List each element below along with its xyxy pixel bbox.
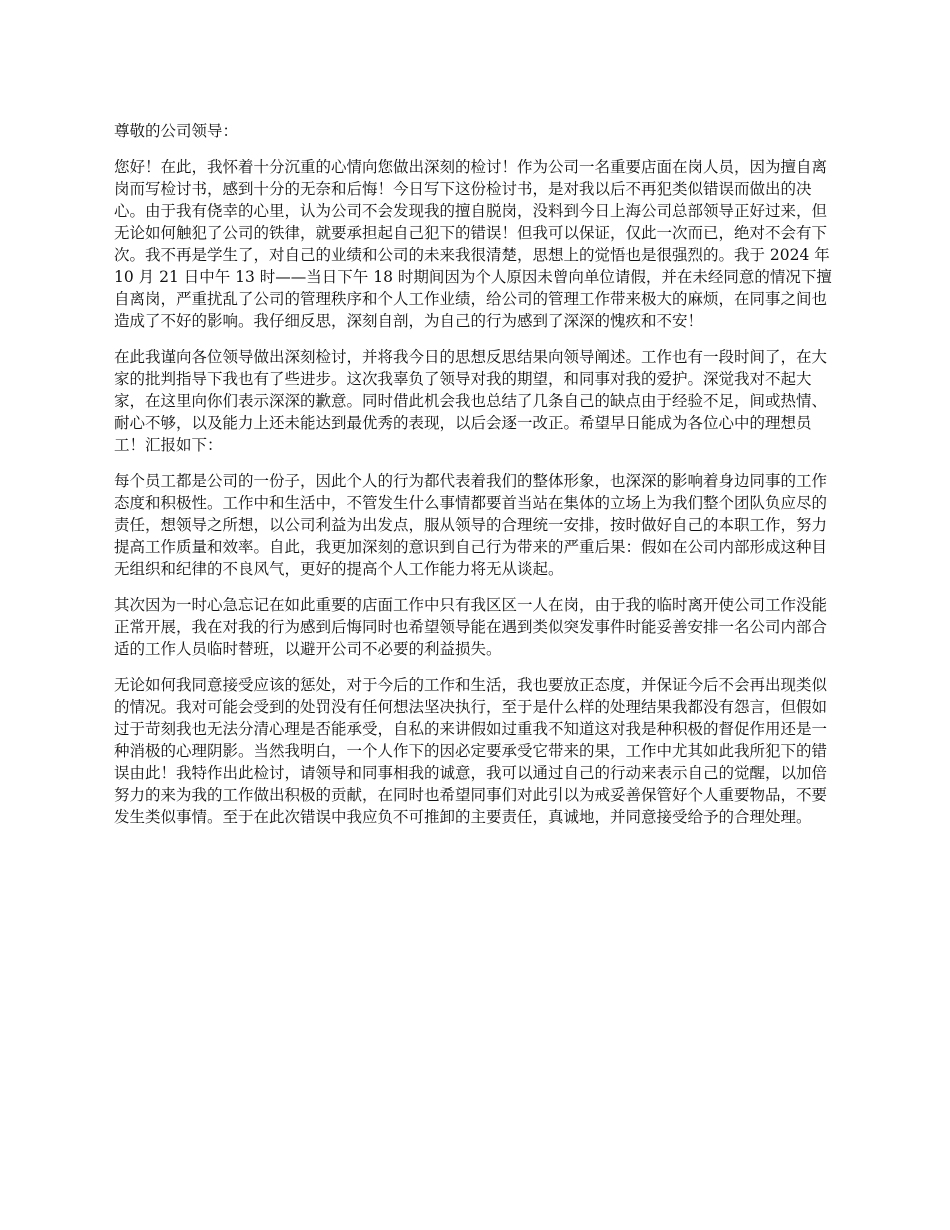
letter-paragraph-3: 每个员工都是公司的一份子，因此个人的行为都代表着我们的整体形象，也深深的影响着身边同事的工作态度和积极性。工作中和生活中，不管发生什么事情都要首当站在集体的立场上为我们整个团队负应尽的责任，想领导之所想，以公司利益为出发点，服从领导的合理统一安排，按时做好自己的本职工作，努力提高工作质量和效率。自此，我更加深刻的意识到自己行为带来的严重后果：假如在公司内部形成这种目无组织和纪律的不良风气，更好的提高个人工作能力将无从谈起。 (114, 472, 828, 578)
letter-paragraph-1: 您好！在此，我怀着十分沉重的心情向您做出深刻的检讨！作为公司一名重要店面在岗人员，因为擅自离岗而写检讨书，感到十分的无奈和后悔！今日写下这份检讨书，是对我以后不再犯类似错误而做出的决心。由于我有侥幸的心里，认为公司不会发现我的擅自脱岗，没料到今日上海公司总部领导正好过来，但无论如何触犯了公司的铁律，就要承担起自己犯下的错误！但我可以保证，仅此一次而已，绝对不会有下次。我不再是学生了，对自己的业绩和公司的未来我很清楚，思想上的觉悟也是很强烈的。我于 2024 年 10 月 21 日中午 13 时——当日下午 18 时期间因为个人原因未曾向单位请假，并在未经同意的情况下擅自离岗，严重扰乱了公司的管理秩序和个人工作业绩，给公司的管理工作带来极大的麻烦，在同事之间也造成了不好的影响。我仔细反思，深刻自剖，为自己的行为感到了深深的愧疚和不安！ (114, 158, 832, 330)
letter-paragraph-5: 无论如何我同意接受应该的惩处，对于今后的工作和生活，我也要放正态度，并保证今后不会再出现类似的情况。我对可能会受到的处罚没有任何想法坚决执行，至于是什么样的处理结果我都没有怨言，但假如过于苛刻我也无法分清心理是否能承受，自私的来讲假如过重我不知道这对我是种积极的督促作用还是一种消极的心理阴影。当然我明白，一个人作下的因必定要承受它带来的果，工作中尤其如此我所犯下的错误由此！我特作出此检讨，请领导和同事相我的诚意，我可以通过自己的行动来表示自己的觉醒，以加倍努力的来为我的工作做出积极的贡献，在同时也希望同事们对此引以为戒妥善保管好个人重要物品，不要发生类似事情。至于在此次错误中我应负不可推卸的主要责任，真诚地，并同意接受给予的合理处理。 (114, 676, 828, 826)
letter-paragraph-4: 其次因为一时心急忘记在如此重要的店面工作中只有我区区一人在岗，由于我的临时离开使公司工作没能正常开展，我在对我的行为感到后悔同时也希望领导能在遇到类似突发事件时能妥善安排一名公司内部合适的工作人员临时替班，以避开公司不必要的利益损失。 (114, 596, 828, 658)
letter-paragraph-2: 在此我谨向各位领导做出深刻检讨，并将我今日的思想反思结果向领导阐述。工作也有一段时间了，在大家的批判指导下我也有了些进步。这次我辜负了领导对我的期望，和同事对我的爱护。深觉我对不起大家，在这里向你们表示深深的歉意。同时借此机会我也总结了几条自己的缺点由于经验不足，间或热情、耐心不够，以及能力上还未能达到最优秀的表现，以后会逐一改正。希望早日能成为各位心中的理想员工！汇报如下： (114, 348, 828, 454)
letter-document (114, 120, 839, 828)
letter-salutation: 尊敬的公司领导： (114, 122, 239, 140)
